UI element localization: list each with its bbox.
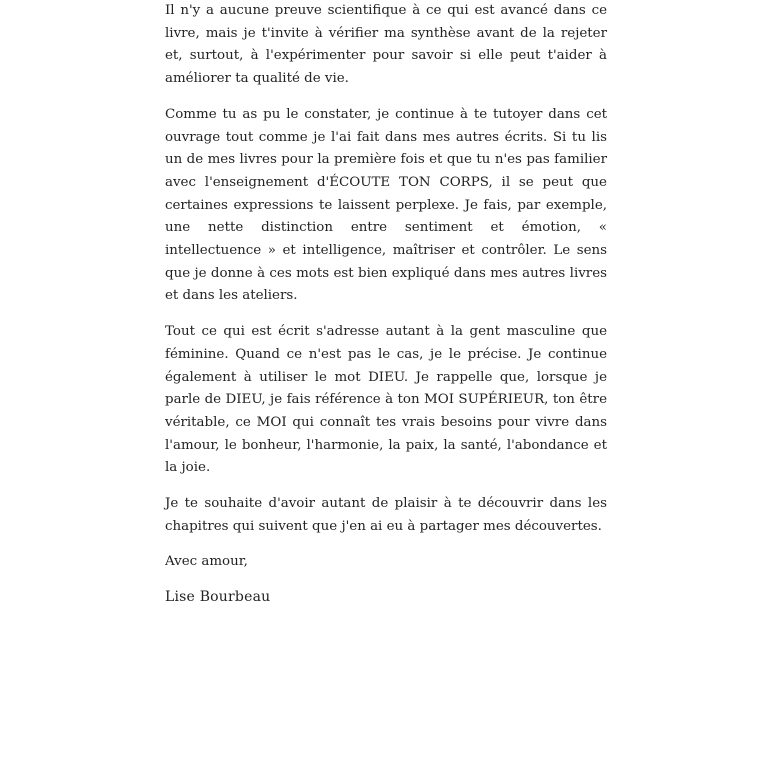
body-text [165, 0, 607, 609]
paragraph-2: Comme tu as pu le constater, je continue à te tutoyer dans cet ouvrage tout comme je l'ai fait dans mes autres écrits. Si tu lis un de mes livres pour la première fois et que tu n'es pas familier avec l'enseignement d'ÉCOUTE TON CORPS, il se peut que certaines expressions te laissent perplexe. Je fais, par exemple, une nette distinction entre sentiment et émotion, « intellectuence » et intelligence, maîtriser et contrôler. Le sens que je donne à ces mots est bien expliqué dans mes autres livres et dans les ateliers. [165, 106, 607, 304]
author-signature: Lise Bourbeau [165, 589, 271, 606]
closing-line: Avec amour, [165, 554, 248, 570]
paragraph-4: Je te souhaite d'avoir autant de plaisir à te découvrir dans les chapitres qui suivent que j'en ai eu à partager mes découvertes. [165, 496, 607, 534]
paragraph-3: Tout ce qui est écrit s'adresse autant à la gent masculine que féminine. Quand ce n'est pas le cas, je le précise. Je continue également à utiliser le mot DIEU. Je rappelle que, lorsque je parle de DIEU, je fais référence à ton MOI SUPÉRIEUR, ton être véritable, ce MOI qui connaît tes vrais besoins pour vivre dans l'amour, le bonheur, l'harmonie, la paix, la santé, l'abondance et la joie. [165, 324, 607, 476]
paragraph-1: Il n'y a aucune preuve scientifique à ce qui est avancé dans ce livre, mais je t'invite à vérifier ma synthèse avant de la rejeter et, surtout, à l'expérimenter pour savoir si elle peut t'aider à améliorer ta qualité de vie. [165, 3, 607, 87]
